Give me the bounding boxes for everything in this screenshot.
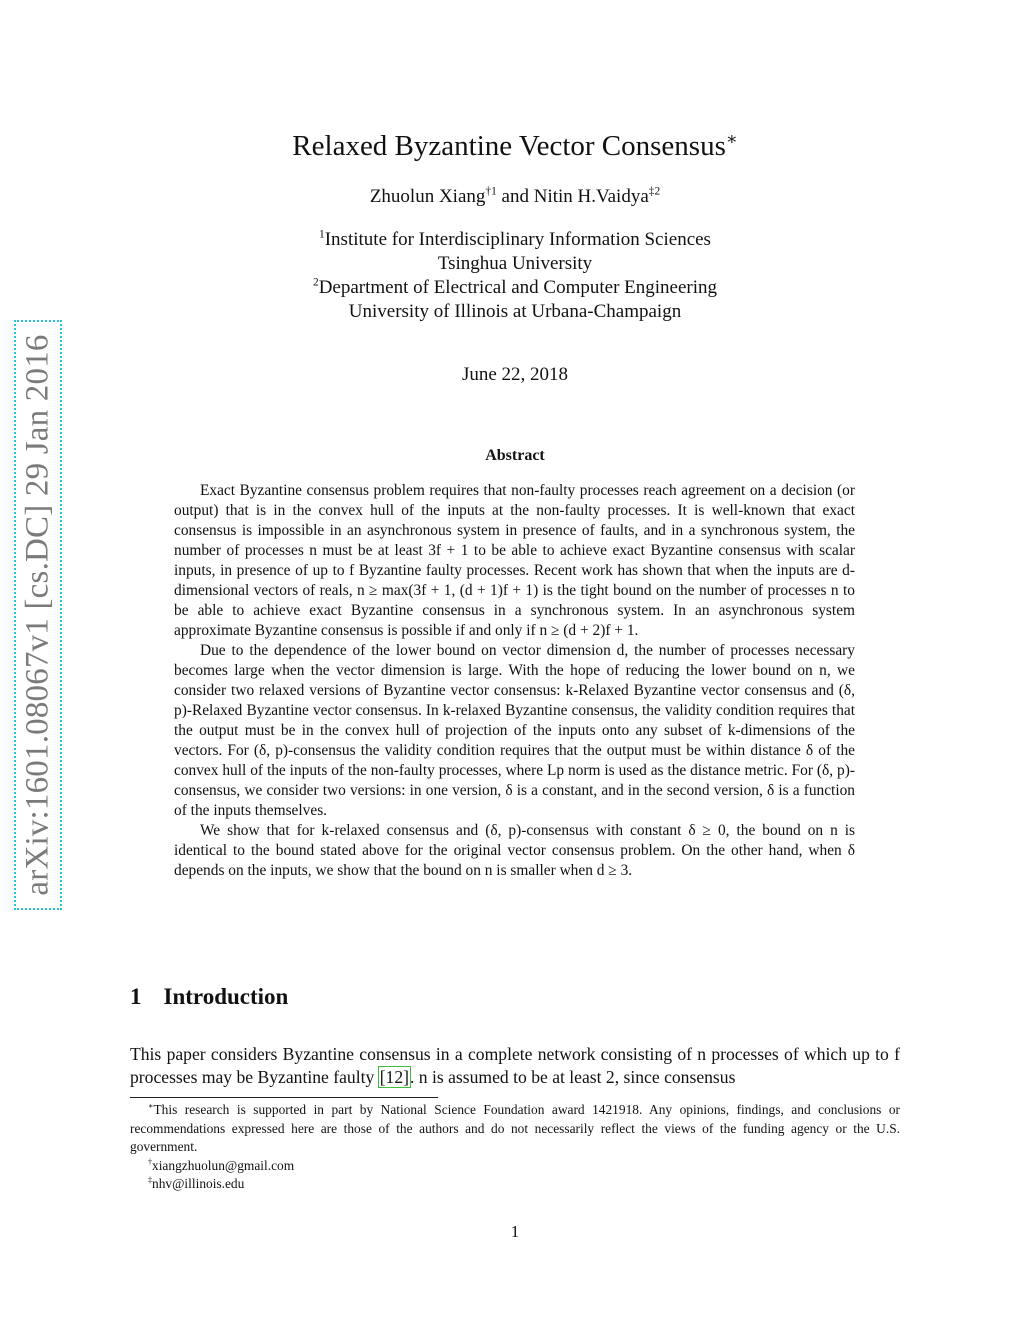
affiliation-line: University of Illinois at Urbana-Champaign (348, 301, 682, 322)
affiliations (130, 228, 900, 324)
abstract-heading: Abstract (485, 447, 545, 464)
abstract-paragraph: We show that for k-relaxed consensus and (δ, p)-consensus with constant δ ≥ 0, the bound on n is identical to the bound stated above for the original vector consensus problem. On the other hand, when δ depends on the inputs, we show that the bound on n is smaller when d ≥ 3. (174, 822, 855, 879)
page-number: 1 (510, 1222, 520, 1241)
footnote: ‡nhv@illinois.edu (148, 1175, 245, 1191)
abstract-paragraph: Exact Byzantine consensus problem requires that non-faulty processes reach agreement on a decision (or output) that is in the convex hull of the inputs at the non-faulty processes. It is well-known that exact consensus is impossible in an asynchronous system in presence of faults, and in a synchronous system, the number of processes n must be at least 3f + 1 to be able to achieve exact Byzantine consensus with scalar inputs, in presence of up to f Byzantine faulty processes. Recent work has shown that when the inputs are d-dimensional vectors of reals, n ≥ max(3f + 1, (d + 1)f + 1) is the tight bound on the number of processes n to be able to achieve exact Byzantine consensus in a synchronous system. In an asynchronous system approximate Byzantine consensus is possible if and only if n ≥ (d + 2)f + 1. (174, 482, 855, 639)
title-footnote-mark: ∗ (725, 128, 738, 149)
author-name: Nitin H.Vaidya (533, 186, 649, 207)
footnote: ∗This research is supported in part by National Science Foundation award 1421918. Any opinions, findings, and conclusions or recommendations expressed here are those of the authors and do not necessarily reflect the views of the funding agency or the U.S. government. (130, 1101, 900, 1154)
intro-paragraph: This paper considers Byzantine consensus in a complete network consisting of n processes of which up to f processes may be Byzantine faulty [12]. n is assumed to be at least 2, since consensus (130, 1044, 900, 1087)
section-heading (130, 984, 288, 1010)
paper-date: June 22, 2018 (461, 364, 569, 385)
title-text: Relaxed Byzantine Vector Consensus (292, 130, 726, 162)
abstract-body (174, 481, 855, 881)
footnotes (130, 1101, 900, 1194)
paper-title (130, 130, 900, 163)
section-number: 1 (130, 984, 142, 1009)
section-title: Introduction (163, 984, 289, 1009)
arxiv-stamp[interactable] (14, 320, 62, 910)
citation-link[interactable]: [12] (379, 1067, 409, 1087)
author-mark: ‡2 (648, 185, 661, 198)
affiliation-line: $^1$Institute for Interdisciplinary Information Sciences (319, 228, 711, 250)
author-name: Zhuolun Xiang (369, 186, 486, 207)
affiliation-line: $^2$Department of Electrical and Computer Engineering (312, 276, 718, 298)
arxiv-identifier[interactable]: arXiv:1601.08067v1 [cs.DC] 29 Jan 2016 (19, 334, 56, 896)
author-mark: †1 (485, 185, 497, 198)
footnote: †xiangzhuolun@gmail.com (148, 1157, 295, 1173)
author-line (130, 186, 900, 208)
abstract-paragraph: Due to the dependence of the lower bound on vector dimension d, the number of processes necessary becomes large when the vector dimension is large. With the hope of reducing the lower bound on n, we consider two relaxed versions of Byzantine vector consensus: k-Relaxed Byzantine vector consensus and (δ, p)-Relaxed Byzantine vector consensus. In k-relaxed Byzantine consensus, the validity condition requires that the output must be in the convex hull of projection of the inputs onto any subset of k-dimensions of the vectors. For (δ, p)-consensus the validity condition requires that the output must be within distance δ of the convex hull of the inputs of the non-faulty processes, where Lp norm is used as the distance metric. For (δ, p)-consensus, we consider two versions: in one version, δ is a constant, and in the second version, δ is a function of the inputs themselves. (174, 642, 855, 819)
author-conjunction: and (501, 186, 529, 207)
footnote-divider (130, 1097, 438, 1098)
affiliation-line: Tsinghua University (437, 253, 593, 274)
